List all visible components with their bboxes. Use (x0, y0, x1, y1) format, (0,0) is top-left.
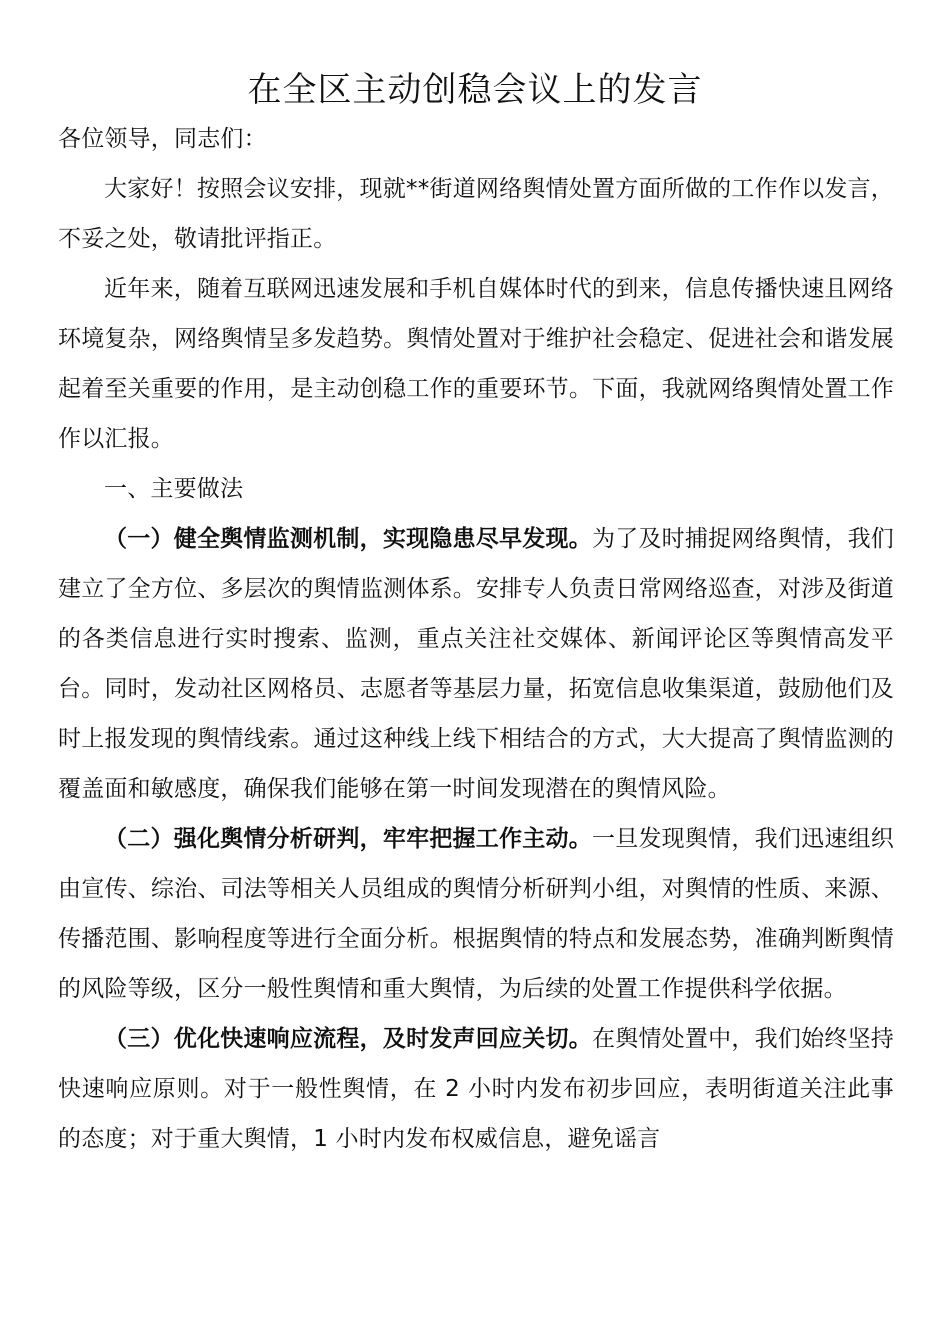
subsection-heading: （二）强化舆情分析研判，牢牢把握工作主动。 (104, 826, 592, 852)
subsection-text: 在舆情处置中，我们始终坚持快速响应原则。对于一般性舆情，在 2 小时内发布初步回应，表明街道关注此事的态度；对于重大舆情，1 小时内发布权威信息，避免谣言 (58, 1026, 895, 1152)
intro-paragraph: 大家好！按照会议安排，现就**街道网络舆情处置方面所做的工作作以发言，不妥之处，敬请批评指正。 (58, 176, 894, 252)
subsection-heading: （三）优化快速响应流程，及时发声回应关切。 (104, 1026, 592, 1052)
section-heading: 一、主要做法 (104, 476, 244, 502)
document-title: 在全区主动创稳会议上的发言 (247, 70, 703, 110)
background-paragraph: 近年来，随着互联网迅速发展和手机自媒体时代的到来，信息传播快速且网络环境复杂，网络舆情呈多发趋势。舆情处置对于维护社会稳定、促进社会和谐发展起着至关重要的作用，是主动创稳工作的重要环节。下面，我就网络舆情处置工作作以汇报。 (58, 276, 894, 452)
subsection-text: 一旦发现舆情，我们迅速组织由宣传、综治、司法等相关人员组成的舆情分析研判小组，对舆情的性质、来源、传播范围、影响程度等进行全面分析。根据舆情的特点和发展态势，准确判断舆情的风险等级，区分一般性舆情和重大舆情，为后续的处置工作提供科学依据。 (58, 826, 895, 1002)
subsection-paragraph (58, 514, 894, 814)
document-body (58, 114, 894, 1164)
subsection-paragraph (58, 1014, 894, 1164)
subsection-paragraph (58, 814, 894, 1014)
subsection-heading: （一）健全舆情监测机制，实现隐患尽早发现。 (104, 526, 592, 552)
subsection-text: 为了及时捕捉网络舆情，我们建立了全方位、多层次的舆情监测体系。安排专人负责日常网络巡查，对涉及街道的各类信息进行实时搜索、监测，重点关注社交媒体、新闻评论区等舆情高发平台。同时，发动社区网格员、志愿者等基层力量，拓宽信息收集渠道，鼓励他们及时上报发现的舆情线索。通过这种线上线下相结合的方式，大大提高了舆情监测的覆盖面和敏感度，确保我们能够在第一时间发现潜在的舆情风险。 (58, 526, 895, 802)
salutation: 各位领导，同志们： (58, 126, 267, 152)
